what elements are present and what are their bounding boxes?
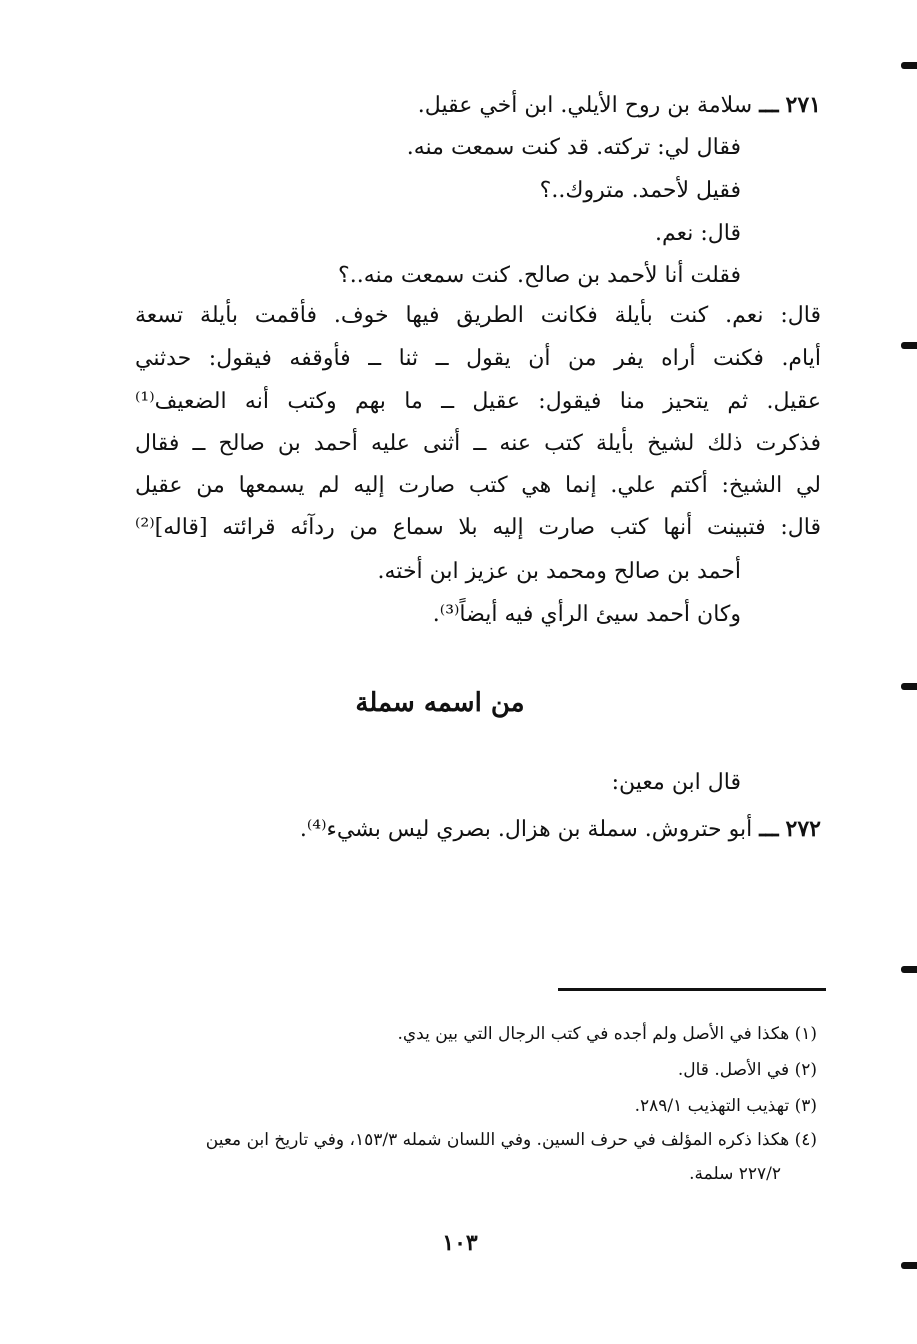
- entry-272-text: أبو حتروش. سملة بن هزال. بصري ليس بشيء⁽⁴⁾.: [299, 817, 753, 842]
- entry-271-line-1: [418, 90, 821, 121]
- scan-edge-mark: [901, 683, 917, 690]
- entry-271-line-9: فذكرت ذلك لشيخ بأيلة كتب عنه ــ أثنى عليه أحمد بن صالح ــ فقال: [135, 431, 821, 456]
- entry-271-line-4: قال: نعم.: [655, 221, 741, 246]
- footnote-4: (٤) هكذا ذكره المؤلف في حرف السين. وفي اللسان شمله ١٥٣/٣، وفي تاريخ ابن معين: [205, 1130, 817, 1150]
- entry-271-line-3: فقيل لأحمد. متروك..؟: [539, 178, 741, 203]
- entry-271-line-10: لي الشيخ: أكتم علي. إنما هي كتب صارت إليه لم يسمعها من عقيل: [135, 473, 821, 498]
- entry-271-line-2: فقال لي: تركته. قد كنت سمعت منه.: [406, 135, 741, 160]
- scan-edge-mark: [901, 966, 917, 973]
- entry-271-line-13: وكان أحمد سيئ الرأي فيه أيضاً⁽³⁾.: [432, 602, 741, 627]
- footnote-3: (٣) تهذيب التهذيب ٢٨٩/١.: [634, 1096, 817, 1116]
- scan-edge-mark: [901, 62, 917, 69]
- footnote-2: (٢) في الأصل. قال.: [677, 1060, 817, 1080]
- entry-271-line-11: قال: فتبينت أنها كتب صارت إليه بلا سماع من ردآئه قرائته [قاله]⁽²⁾: [135, 515, 821, 540]
- footnote-4-continued: ٢٢٧/٢ سلمة.: [689, 1164, 781, 1184]
- entry-number-272: ٢٧٢: [785, 816, 821, 842]
- entry-272-line: [300, 814, 821, 845]
- scan-edge-mark: [901, 1262, 917, 1269]
- entry-271-line-12: أحمد بن صالح ومحمد بن عزيز ابن أخته.: [377, 559, 741, 584]
- footnote-1: (١) هكذا في الأصل ولم أجده في كتب الرجال التي بين يدي.: [397, 1024, 817, 1044]
- entry-dash: ـــ: [759, 92, 779, 118]
- page-number: ١٠٣: [442, 1230, 478, 1256]
- entry-271-line-5: فقلت أنا لأحمد بن صالح. كنت سمعت منه..؟: [338, 263, 741, 288]
- entry-271-text: سلامة بن روح الأيلي. ابن أخي عقيل.: [417, 93, 753, 118]
- footnote-divider: [558, 988, 826, 991]
- section-heading: من اسمه سملة: [355, 688, 525, 718]
- scan-edge-mark: [901, 342, 917, 349]
- ibn-maeen-intro: قال ابن معين:: [611, 770, 741, 795]
- entry-number-271: ٢٧١: [785, 92, 821, 118]
- entry-271-line-8: عقيل. ثم يتحيز منا فيقول: عقيل ــ ما بهم وكتب أنه الضعيف⁽¹⁾: [135, 389, 821, 414]
- entry-271-line-7: أيام. فكنت أراه يفر من أن يقول ــ ثنا ــ فأوقفه فيقول: حدثني: [135, 346, 821, 371]
- entry-271-line-6: قال: نعم. كنت بأيلة فكانت الطريق فيها خوف. فأقمت بأيلة تسعة: [135, 303, 821, 328]
- entry-dash: ـــ: [759, 816, 779, 842]
